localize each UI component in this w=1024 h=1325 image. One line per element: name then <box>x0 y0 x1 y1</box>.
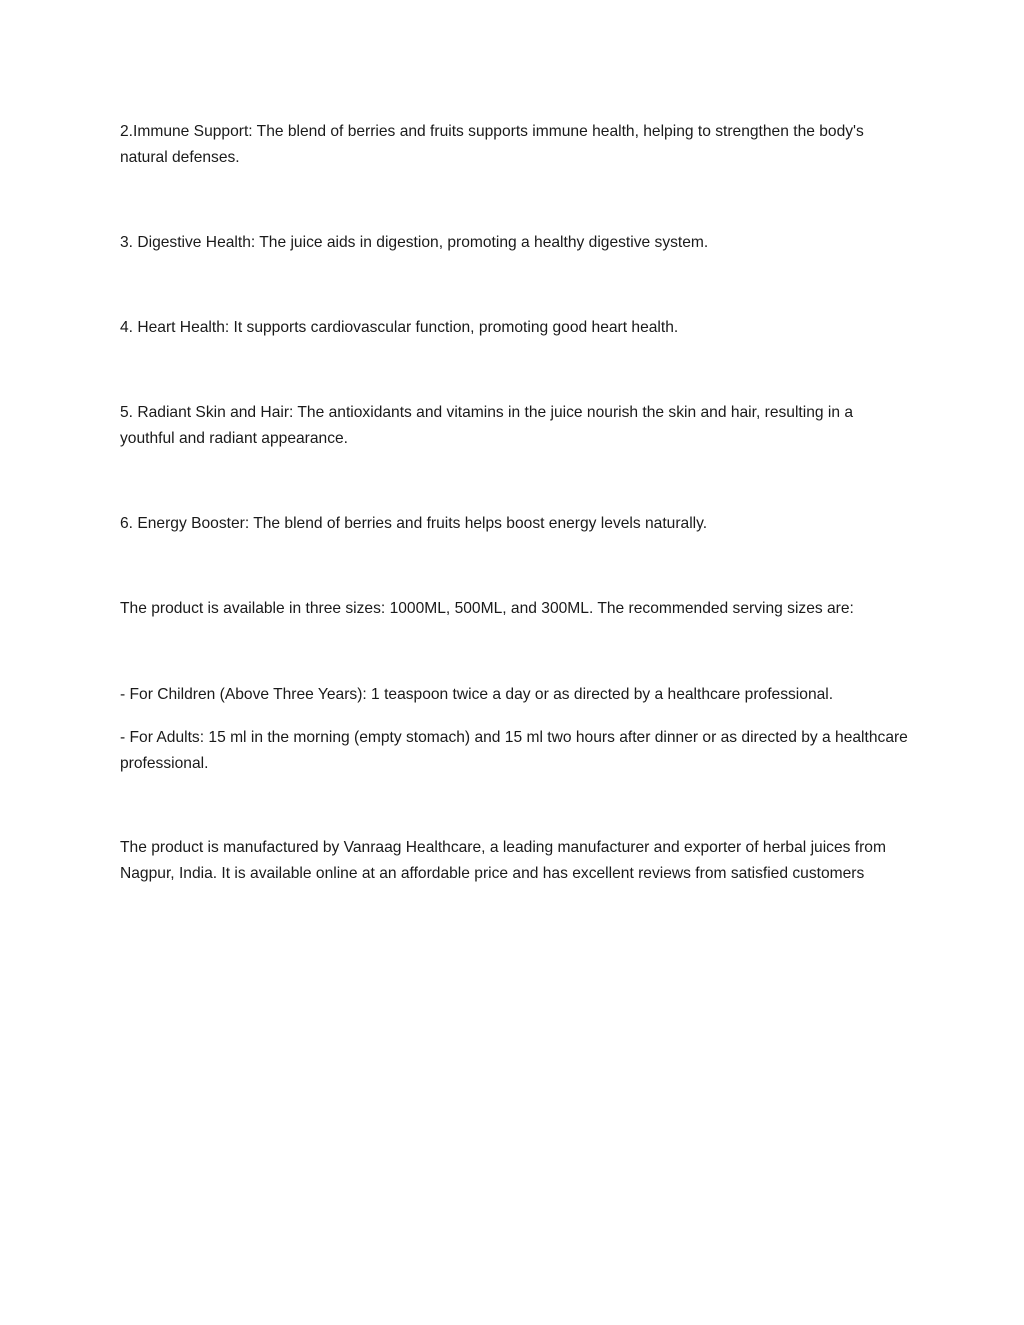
benefit-heart-health: 4. Heart Health: It supports cardiovascular function, promoting good heart health. <box>120 319 679 336</box>
benefit-energy-booster: 6. Energy Booster: The blend of berries and fruits helps boost energy levels naturally. <box>120 515 708 532</box>
benefit-immune-support: 2.Immune Support: The blend of berries and fruits supports immune health, helping to strengthen the body's natural defenses. <box>120 123 864 166</box>
sizes-paragraph: The product is available in three sizes: 1000ML, 500ML, and 300ML. The recommended serving sizes are: <box>120 600 854 617</box>
serving-children: - For Children (Above Three Years): 1 teaspoon twice a day or as directed by a healthcare professional. <box>120 686 834 703</box>
benefit-radiant-skin-hair: 5. Radiant Skin and Hair: The antioxidants and vitamins in the juice nourish the skin and hair, resulting in a youthful and radiant appearance. <box>120 404 854 447</box>
manufacturer-paragraph: The product is manufactured by Vanraag Healthcare, a leading manufacturer and exporter of herbal juices from Nagpur, India. It is available online at an affordable price and has excellent reviews from satisfied customers <box>120 839 886 882</box>
benefit-digestive-health: 3. Digestive Health: The juice aids in digestion, promoting a healthy digestive system. <box>120 234 709 251</box>
serving-adults: - For Adults: 15 ml in the morning (empty stomach) and 15 ml two hours after dinner or as directed by a healthcare professional. <box>120 729 908 772</box>
